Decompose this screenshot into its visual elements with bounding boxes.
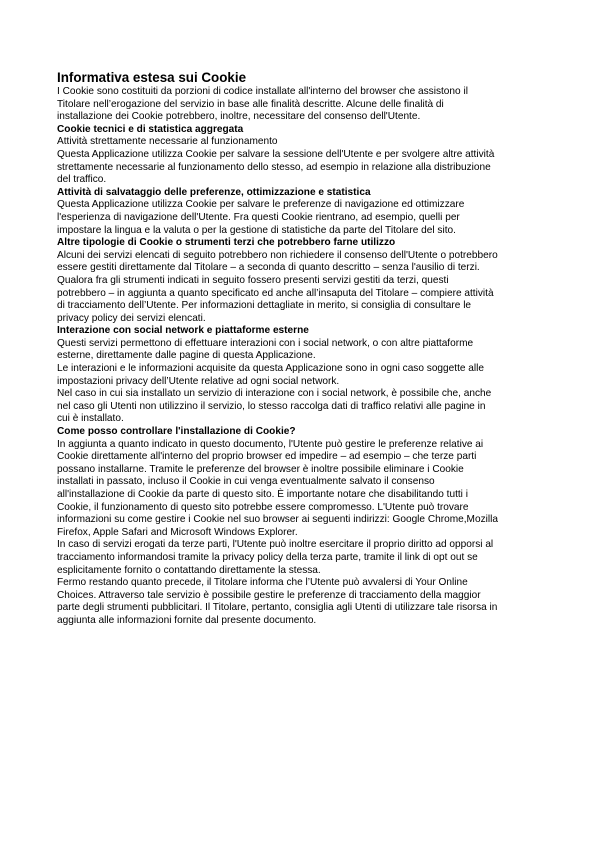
paragraph-your-online-choices: Fermo restando quanto precede, il Titolare informa che l’Utente può avvalersi di Your Online Choices. Attraverso tale servizio è possibile gestire le preferenze di tracciamento della maggior parte degli strumenti pubblicitari. Il Titolare, pertanto, consiglia agli Utenti di utilizzare tale risorsa in aggiunta alle informazioni fornite dal presente documento.: [57, 577, 498, 626]
heading-third-party-tools: Altre tipologie di Cookie o strumenti terzi che potrebbero farne utilizzo: [57, 237, 396, 249]
heading-technical-cookies: Cookie tecnici e di statistica aggregata: [57, 123, 244, 135]
document-title: Informativa estesa sui Cookie: [57, 70, 247, 85]
paragraph-preferences-cookies: Questa Applicazione utilizza Cookie per salvare le preferenze di navigazione ed ottimizzare l'esperienza di navigazione dell'Utente. Fra questi Cookie rientrano, ad esempio, quelli per impostare la lingua e la valuta o per la gestione di statistiche da parte del Titolare del sito.: [57, 199, 465, 236]
paragraph-intro: I Cookie sono costituiti da porzioni di codice installate all'interno del browser che assistono il Titolare nell’erogazione del servizio in base alle finalità descritte. Alcune delle finalità di installazione dei Cookie potrebbero, inoltre, necessitare del consenso dell'Utente.: [57, 86, 468, 123]
paragraph-third-party-tools: Alcuni dei servizi elencati di seguito potrebbero non richiedere il consenso dell'Utente o potrebbero essere gestiti direttamente dal Titolare – a seconda di quanto descritto – senza l'ausilio di terzi. Qualora fra gli strumenti indicati in seguito fossero presenti servizi gestiti da terzi, questi potrebbero – in aggiunta a quanto specificato ed anche all’insaputa del Titolare – compiere attività di tracciamento dell’Utente. Per informazioni dettagliate in merito, si consiglia di consultare le privacy policy dei servizi elencati.: [57, 249, 498, 324]
document-page: [57, 70, 549, 628]
paragraph-social-privacy: Le interazioni e le informazioni acquisite da questa Applicazione sono in ogni caso soggette alle impostazioni privacy dell’Utente relative ad ogni social network.: [57, 363, 485, 387]
paragraph-session-cookies: Questa Applicazione utilizza Cookie per salvare la sessione dell'Utente e per svolgere altre attività strettamente necessarie al funzionamento dello stesso, ad esempio in relazione alla distribuzione del traffico.: [57, 148, 495, 186]
subheading-necessary-activities: Attività strettamente necessarie al funzionamento: [57, 136, 278, 148]
heading-control-cookies: Come posso controllare l'installazione di Cookie?: [57, 426, 296, 438]
paragraph-browser-settings: In aggiunta a quanto indicato in questo documento, l'Utente può gestire le preferenze relative ai Cookie direttamente all'interno del proprio browser ed impedire – ad esempio – che terze parti possano installarne. Tramite le preferenze del browser è inoltre possibile eliminare i Cookie installati in passato, incluso il Cookie in cui venga eventualmente salvato il consenso all'installazione di Cookie da parte di questo sito. È importante notare che disabilitando tutti i Cookie, il funzionamento di questo sito potrebbe essere compromesso. L'Utente può trovare informazioni su come gestire i Cookie nel suo browser ai seguenti indirizzi: Google Chrome,Mozilla Firefox, Apple Safari and Microsoft Windows Explorer.: [57, 438, 498, 538]
paragraph-social-interactions: Questi servizi permettono di effettuare interazioni con i social network, o con altre piattaforme esterne, direttamente dalle pagine di questa Applicazione.: [57, 337, 474, 362]
heading-preferences-cookies: Attività di salvataggio delle preferenze, ottimizzazione e statistica: [57, 186, 371, 198]
paragraph-opt-out: In caso di servizi erogati da terze parti, l'Utente può inoltre esercitare il proprio diritto ad opporsi al tracciamento informandosi tramite la privacy policy della terza parte, tramite il link di opt out se esplicitamente fornito o contattando direttamente la stessa.: [57, 539, 494, 576]
heading-social-network: Interazione con social network e piattaforme esterne: [57, 325, 309, 337]
paragraph-social-traffic: Nel caso in cui sia installato un servizio di interazione con i social network, è possibile che, anche nel caso gli Utenti non utilizzino il servizio, lo stesso raccolga dati di traffico relativi alle pagine in cui è installato.: [57, 388, 492, 425]
